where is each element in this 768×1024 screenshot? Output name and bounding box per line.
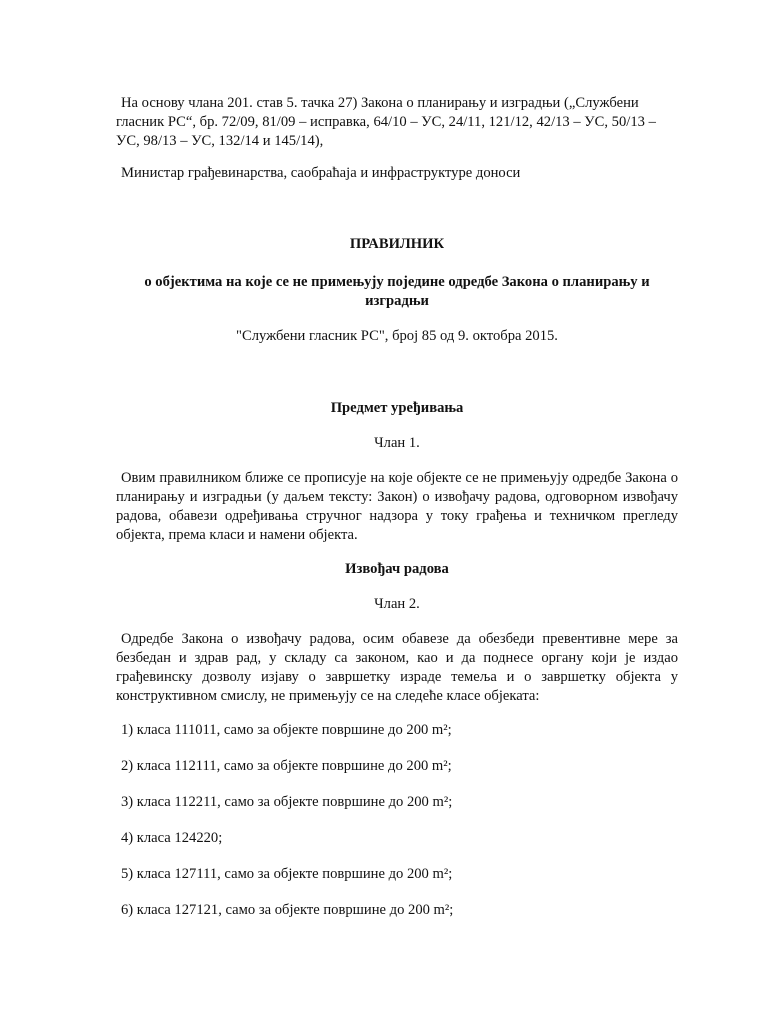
article-2-text: Одредбе Закона о извођачу радова, осим обавезе да обезбеди превентивне мере за безбедан и здрав рад, у складу са законом, као и да поднесе органу који је издао грађевинску дозволу изјаву о завршетку израде темеља и о завршетку објекта у конструктивном смислу, не примењују се на следеће класе објеката:: [116, 631, 678, 704]
list-item: 1) класа 111011, само за објекте површине до 200 m²;: [121, 722, 452, 738]
document-title: о објектима на које се не примењују поједине одредбе Закона о планирању и изградњи: [144, 274, 650, 309]
list-item: 2) класа 112111, само за објекте површине до 200 m²;: [121, 758, 452, 774]
list-item: 4) класа 124220;: [121, 830, 223, 846]
issuer-paragraph: Министар грађевинарства, саобраћаја и инфраструктуре доноси: [121, 165, 521, 181]
article-1-text: Овим правилником ближе се прописује на које објекте се не примењују одредбе Закона о планирању и изградњи (у даљем тексту: Закон) о извођачу радова, одговорном извођачу радова, обавези одређивања стручног надзора у току грађења и техничком прегледу објекта, према класи и намени објекта.: [116, 470, 678, 543]
document-heading: ПРАВИЛНИК: [349, 236, 445, 252]
legal-basis-paragraph: На основу члана 201. став 5. тачка 27) Закона о планирању и изградњи („Службени гласник РС“, бр. 72/09, 81/09 – исправка, 64/10 – УС, 24/11, 121/12, 42/13 – УС, 50/13 – УС, 98/13 – УС, 132/14 и 145/14),: [116, 95, 656, 149]
gazette-reference: "Службени гласник РС", број 85 од 9. октобра 2015.: [236, 328, 558, 344]
section-title-contractor: Извођач радова: [345, 561, 449, 577]
article-1-label: Члан 1.: [374, 435, 420, 451]
list-item: 3) класа 112211, само за објекте површине до 200 m²;: [121, 794, 453, 810]
section-title-subject: Предмет уређивања: [330, 400, 464, 416]
article-2-label: Члан 2.: [374, 596, 420, 612]
list-item: 6) класа 127121, само за објекте површине до 200 m²;: [121, 902, 454, 918]
list-item: 5) класа 127111, само за објекте површине до 200 m²;: [121, 866, 453, 882]
